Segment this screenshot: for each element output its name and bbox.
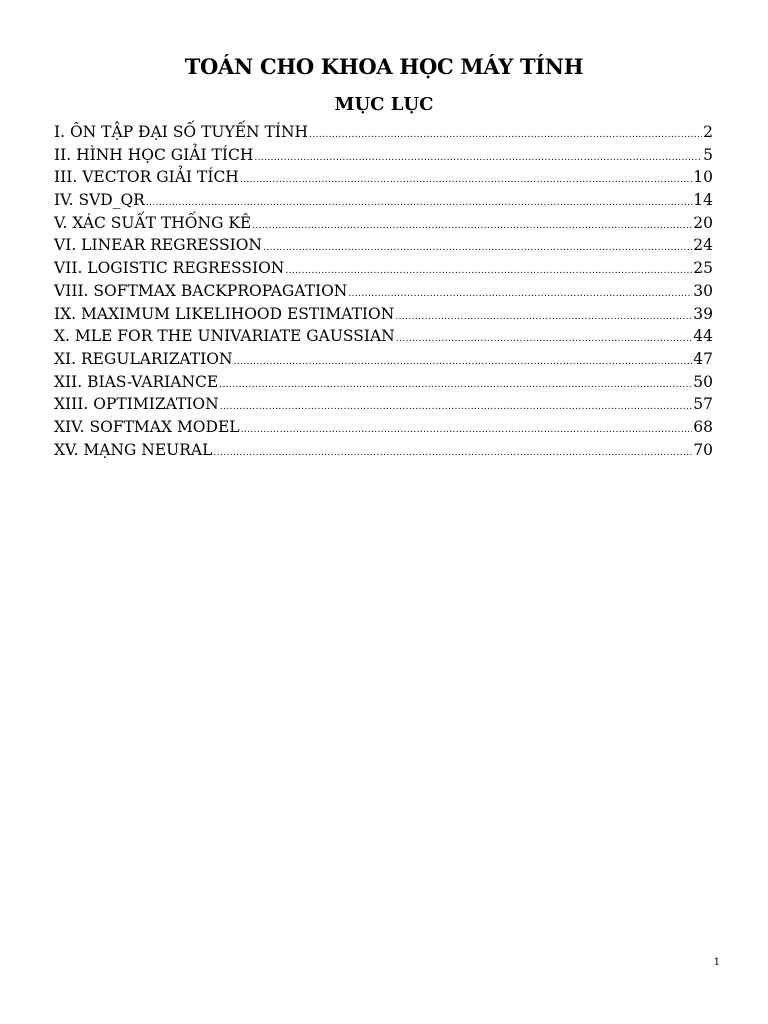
table-of-contents — [54, 121, 713, 461]
toc-heading: MỤC LỤC — [334, 94, 434, 115]
toc-entry[interactable] — [54, 234, 713, 257]
dot-leader — [348, 283, 692, 306]
dot-leader — [263, 237, 692, 260]
toc-entry-label: II. HÌNH HỌC GIẢI TÍCH — [54, 145, 254, 164]
toc-entry-label: X. MLE FOR THE UNIVARIATE GAUSSIAN — [54, 327, 395, 346]
toc-entry-page: 5 — [703, 145, 713, 164]
toc-entry-label: III. VECTOR GIẢI TÍCH — [54, 168, 239, 187]
toc-entry-label: XII. BIAS-VARIANCE — [54, 372, 219, 391]
toc-entry-label: XI. REGULARIZATION — [54, 349, 233, 368]
page-number: 1 — [713, 957, 720, 968]
toc-entry[interactable] — [54, 439, 713, 462]
dot-leader — [220, 396, 693, 419]
toc-entry-page: 30 — [693, 281, 713, 300]
toc-entry-page: 14 — [693, 191, 713, 210]
toc-entry-label: XIV. SOFTMAX MODEL — [54, 417, 240, 436]
toc-entry-page: 44 — [693, 327, 713, 346]
dot-leader — [234, 351, 693, 374]
toc-entry-label: VII. LOGISTIC REGRESSION — [54, 259, 285, 278]
toc-entry-label: I. ÔN TẬP ĐẠI SỐ TUYẾN TÍNH — [54, 123, 309, 141]
toc-entry-label: V. XÁC SUẤT THỐNG KÊ — [54, 213, 252, 232]
toc-entry[interactable] — [54, 280, 713, 303]
toc-entry[interactable] — [54, 416, 713, 439]
toc-entry[interactable] — [54, 189, 713, 212]
toc-entry[interactable] — [54, 348, 713, 371]
dot-leader — [254, 147, 702, 170]
toc-entry-page: 68 — [693, 417, 713, 436]
dot-leader — [309, 124, 702, 147]
toc-entry[interactable] — [54, 166, 713, 189]
toc-entry-page: 20 — [693, 213, 713, 232]
toc-entry-label: VI. LINEAR REGRESSION — [54, 236, 262, 255]
document-title: TOÁN CHO KHOA HỌC MÁY TÍNH — [184, 54, 584, 79]
dot-leader — [213, 442, 692, 465]
toc-entry-label: IX. MAXIMUM LIKELIHOOD ESTIMATION — [54, 304, 395, 323]
toc-entry-page: 50 — [693, 372, 713, 391]
dot-leader — [240, 169, 692, 192]
toc-entry[interactable] — [54, 212, 713, 235]
toc-entry-page: 57 — [693, 395, 713, 414]
toc-entry-page: 47 — [693, 349, 713, 368]
dot-leader — [241, 419, 693, 442]
dot-leader — [219, 374, 692, 397]
toc-entry-page: 2 — [703, 123, 713, 141]
toc-entry-label: XV. MẠNG NEURAL — [54, 440, 213, 459]
toc-entry-page: 24 — [693, 236, 713, 255]
toc-entry[interactable] — [54, 144, 713, 167]
toc-entry[interactable] — [54, 303, 713, 326]
toc-entry-page: 10 — [693, 168, 713, 187]
toc-entry-label: VIII. SOFTMAX BACKPROPAGATION — [54, 281, 348, 300]
toc-entry[interactable] — [54, 121, 713, 144]
toc-entry-label: IV. SVD_QR — [54, 191, 145, 210]
toc-entry[interactable] — [54, 393, 713, 416]
dot-leader — [252, 215, 692, 238]
toc-entry-label: XIII. OPTIMIZATION — [54, 395, 219, 414]
toc-entry[interactable] — [54, 325, 713, 348]
toc-entry-page: 25 — [693, 259, 713, 278]
dot-leader — [395, 306, 692, 329]
toc-entry[interactable] — [54, 371, 713, 394]
dot-leader — [396, 328, 693, 351]
toc-entry[interactable] — [54, 257, 713, 280]
toc-entry-page: 70 — [693, 440, 713, 459]
toc-entry-page: 39 — [693, 304, 713, 323]
